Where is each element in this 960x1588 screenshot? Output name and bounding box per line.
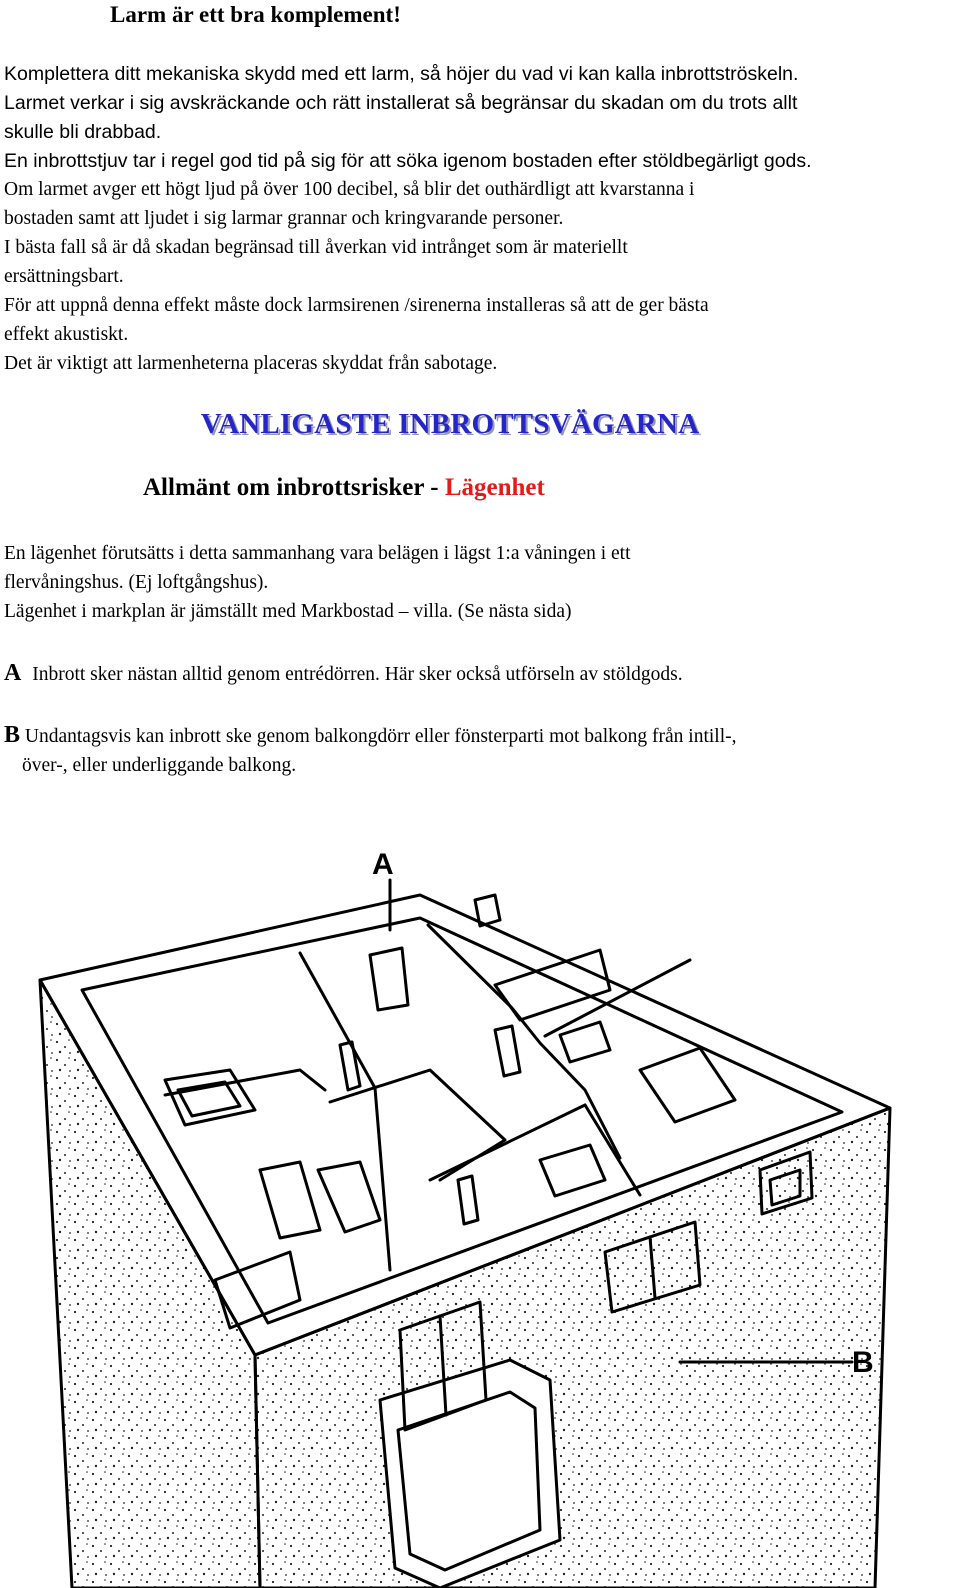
intro-line: Om larmet avger ett högt ljud på över 100 decibel, så blir det outhärdligt att kvarstanna i bbox=[4, 179, 695, 200]
intro-line: bostaden samt att ljudet i sig larmar grannar och kringvarande personer. bbox=[4, 208, 564, 229]
section-heading: VANLIGASTE INBROTTSVÄGARNA bbox=[200, 408, 700, 440]
point-b bbox=[4, 721, 736, 751]
intro-line: Larmet verkar i sig avskräckande och rätt installerat så begränsar du skadan om du trots allt bbox=[4, 92, 798, 114]
point-a-text: Inbrott sker nästan alltid genom entrédörren. Här sker också utförseln av stöldgods. bbox=[32, 664, 683, 685]
point-b-text: Undantagsvis kan inbrott ske genom balkongdörr eller fönsterparti mot balkong från intill-, bbox=[24, 726, 737, 747]
intro-line: En inbrottstjuv tar i regel god tid på sig för att söka igenom bostaden efter stöldbegärligt gods. bbox=[4, 150, 812, 172]
point-b-cont: över-, eller underliggande balkong. bbox=[22, 755, 297, 776]
intro-line: skulle bli drabbad. bbox=[4, 121, 162, 143]
intro-line: I bästa fall så är då skadan begränsad till åverkan vid intrånget som är materiellt bbox=[4, 237, 628, 258]
point-a bbox=[4, 659, 683, 689]
intro-line: För att uppnå denna effekt måste dock larmsirenen /sirenerna installeras så att de ger bästa bbox=[4, 295, 709, 316]
apartment-illustration bbox=[0, 840, 960, 1588]
intro-line: ersättningsbart. bbox=[4, 266, 124, 287]
body-line: flervåningshus. (Ej loftgångshus). bbox=[4, 572, 269, 593]
drawing-label-a: A bbox=[372, 848, 394, 881]
drawing-label-b: B bbox=[852, 1346, 874, 1379]
point-a-letter: A bbox=[4, 660, 22, 686]
body-line: Lägenhet i markplan är jämställt med Markbostad – villa. (Se nästa sida) bbox=[4, 601, 572, 622]
subheading bbox=[143, 474, 545, 502]
intro-line: Det är viktigt att larmenheterna placeras skyddat från sabotage. bbox=[4, 353, 498, 374]
subheading-main: Allmänt om inbrottsrisker - bbox=[143, 474, 439, 501]
page-title: Larm är ett bra komplement! bbox=[110, 2, 401, 27]
point-b-letter: B bbox=[4, 722, 21, 748]
subheading-highlight: Lägenhet bbox=[444, 474, 545, 501]
intro-line: effekt akustiskt. bbox=[4, 324, 129, 345]
intro-line: Komplettera ditt mekaniska skydd med ett larm, så höjer du vad vi kan kalla inbrottströskeln. bbox=[4, 63, 799, 85]
body-line: En lägenhet förutsätts i detta sammanhang vara belägen i lägst 1:a våningen i ett bbox=[4, 543, 631, 564]
